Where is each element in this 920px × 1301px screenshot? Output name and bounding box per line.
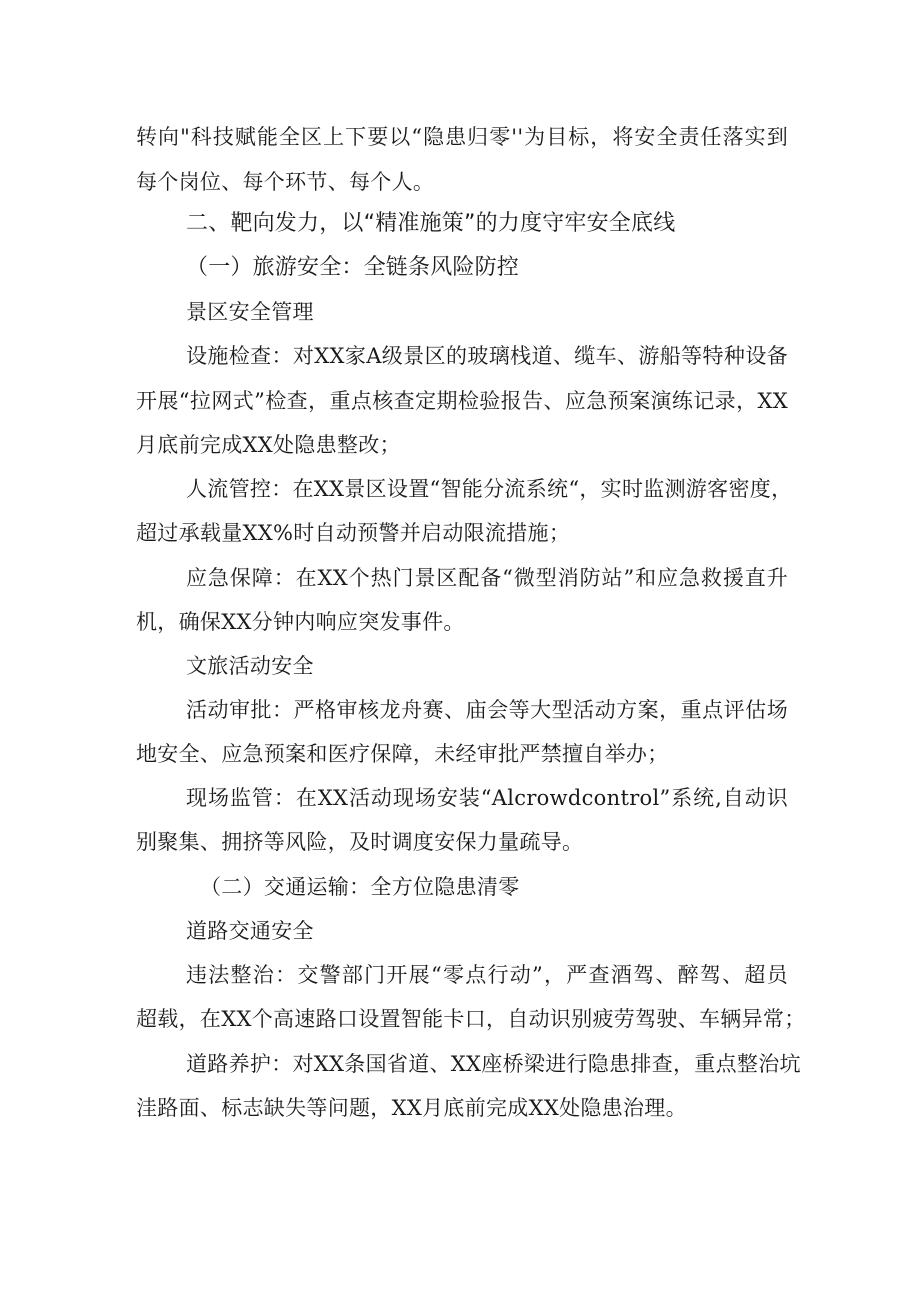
onsite-supervision-line-1: 现场监管：在XX活动现场安装“Alcrowdcontrol”系统,自动识 xyxy=(186,786,788,810)
subsection-heading-tourism: （一）旅游安全：全链条风险防控 xyxy=(186,255,520,280)
paragraph-continuation-line-2: 每个岗位、每个环节、每个人。 xyxy=(136,170,435,194)
event-approval-line-2: 地安全、应急预案和医疗保障，未经审批严禁擅自举办； xyxy=(136,742,669,766)
road-maintenance-line-1: 道路养护：对XX条国省道、XX座桥梁进行隐患排查，重点整治坑 xyxy=(186,1052,801,1076)
paragraph-continuation-line-1: 转向"科技赋能全区上下要以“隐患归零''为目标，将安全责任落实到 xyxy=(136,125,788,149)
section-heading-2: 二、靶向发力，以“精准施策”的力度守牢安全底线 xyxy=(186,211,676,236)
topic-scenic-safety: 景区安全管理 xyxy=(186,300,314,324)
subsection-heading-transport: （二）交通运输：全方位隐患清零 xyxy=(200,875,520,899)
crowd-control-line-1: 人流管控：在XX景区设置“智能分流系统“，实时监测游客密度， xyxy=(186,477,793,501)
emergency-support-line-1: 应急保障：在XX个热门景区配备“微型消防站”和应急救援直升 xyxy=(186,566,788,590)
event-approval-line-1: 活动审批：严格审核龙舟赛、庙会等大型活动方案，重点评估场 xyxy=(186,698,788,722)
facility-inspection-line-1: 设施检查：对XX家A级景区的玻璃栈道、缆车、游船等特种设备 xyxy=(186,344,788,368)
road-maintenance-line-2: 洼路面、标志缺失等问题，XX月底前完成XX处隐患治理。 xyxy=(136,1096,687,1120)
violation-enforcement-line-2: 超载，在XX个高速路口设置智能卡口，自动识别疲劳驾驶、车辆异常； xyxy=(136,1007,806,1031)
crowd-control-line-2: 超过承载量XX%时自动预警并启动限流措施； xyxy=(136,521,571,545)
topic-road-safety: 道路交通安全 xyxy=(186,919,314,943)
onsite-supervision-line-2: 别聚集、拥挤等风险，及时调度安保力量疏导。 xyxy=(136,830,584,854)
facility-inspection-line-2: 开展“拉网式”检查，重点核查定期检验报告、应急预案演练记录，XX xyxy=(136,389,788,413)
violation-enforcement-line-1: 违法整治：交警部门开展“零点行动”，严查酒驾、醉驾、超员 xyxy=(186,963,788,987)
facility-inspection-line-3: 月底前完成XX处隐患整改； xyxy=(136,433,401,457)
topic-cultural-events: 文旅活动安全 xyxy=(186,654,314,678)
emergency-support-line-2: 机，确保XX分钟内响应突发事件。 xyxy=(136,610,465,634)
